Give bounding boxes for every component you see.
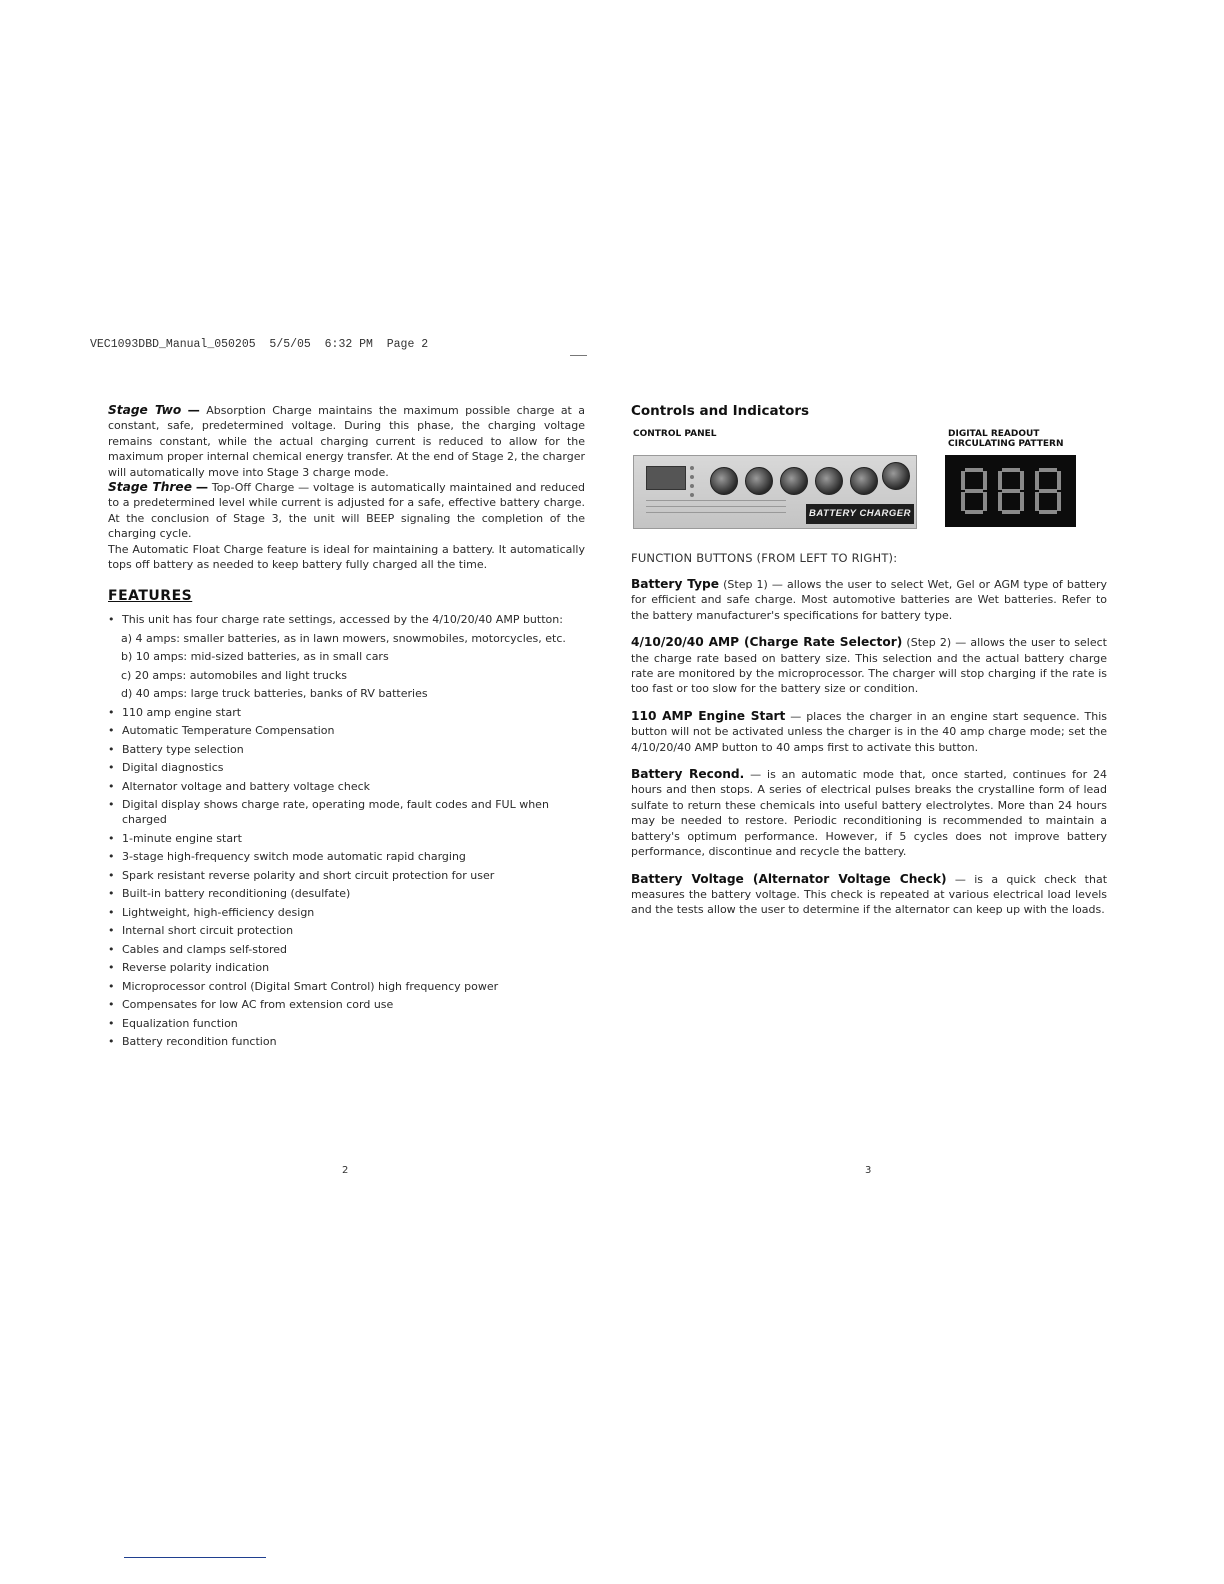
stage-three-text: Top-Off Charge — voltage is automatically maintained and reduced to a predetermined level while current is adjusted for a safe, effective battery charge. At the conclusion of Stage 3, the unit will BEEP signaling the completion of the charging cycle.: [108, 481, 586, 541]
list-item-text: Microprocessor control (Digital Smart Control) high frequency power: [122, 979, 499, 993]
battery-recond-paragraph: [631, 767, 1107, 859]
list-item: [108, 1034, 585, 1049]
item-step: (Step 2) —: [906, 636, 967, 650]
list-item: [108, 779, 585, 794]
list-item: [108, 797, 585, 827]
list-item-text: b) 10 amps: mid-sized batteries, as in small cars: [121, 650, 389, 664]
list-item-text: 1-minute engine start: [122, 831, 242, 845]
list-item: [108, 923, 585, 938]
list-item: [108, 960, 585, 975]
bullet: •: [108, 724, 115, 738]
control-panel-image: [633, 455, 917, 529]
panel-button-icon: [745, 467, 773, 495]
bullet: •: [108, 961, 115, 975]
list-item: [108, 649, 585, 664]
right-page: [631, 403, 1107, 930]
list-item-text: a) 4 amps: smaller batteries, as in lawn mowers, snowmobiles, motorcycles, etc.: [121, 631, 566, 645]
item-step: (Step 1) —: [723, 578, 783, 591]
readout-digit: [1035, 468, 1061, 514]
item-lead: 110 AMP Engine Start: [631, 708, 786, 723]
bullet: •: [108, 742, 115, 756]
list-item: [108, 868, 585, 883]
list-item-text: c) 20 amps: automobiles and light trucks: [121, 668, 348, 682]
charge-rate-paragraph: [631, 635, 1107, 697]
bullet: •: [108, 705, 115, 719]
stage-two-lead: Stage Two: [108, 403, 182, 417]
panel-brand-label: BATTERY CHARGER: [806, 504, 914, 524]
page-header: VEC1093DBD_Manual_050205 5/5/05 6:32 PM Page 2: [90, 338, 429, 351]
list-item: [108, 631, 585, 646]
engine-start-paragraph: [631, 709, 1107, 755]
list-item: [108, 723, 585, 738]
digital-readout-image: [945, 455, 1076, 527]
panel-figures: [631, 455, 1107, 535]
list-item: [108, 997, 585, 1012]
list-item-text: Internal short circuit protection: [122, 924, 294, 938]
list-item: [108, 686, 585, 701]
list-item-text: Digital display shows charge rate, operating mode, fault codes and FUL when charged: [122, 798, 549, 827]
item-text: is an automatic mode that, once started, continues for 24 hours and then stops. A series of electrical pulses breaks the crystalline form of lead sulfate to return these chemicals into useful battery electrolytes. More than 24 hours may be needed to restore. Periodic reconditioning is recommended to maintain a battery's optimum performance. However, if 5 cycles does not improve battery performance, discontinue and recycle the battery.: [631, 768, 1108, 859]
bullet: •: [108, 887, 115, 901]
page-number-right: 3: [865, 1165, 872, 1176]
list-item-text: Battery type selection: [122, 742, 244, 756]
bullet: •: [108, 779, 115, 793]
item-text: is a quick check that measures the battery voltage. This check is repeated at various electrical load levels and the tests allow the user to determine if the alternator can keep up with the loads.: [631, 872, 1108, 917]
item-lead: 4/10/20/40 AMP (Charge Rate Selector): [631, 635, 903, 650]
footer-rule: [124, 1557, 266, 1558]
bullet: •: [108, 1035, 115, 1049]
panel-button-icon: [815, 467, 843, 495]
bullet: •: [108, 798, 115, 812]
list-item-text: Battery recondition function: [122, 1035, 277, 1049]
left-page: [108, 403, 585, 1053]
list-item: [108, 979, 585, 994]
header-divider: [570, 355, 587, 356]
stage-three-paragraph: [108, 480, 585, 542]
panel-button-icon: [780, 467, 808, 495]
battery-voltage-paragraph: [631, 872, 1107, 918]
panel-labels: [631, 427, 1107, 455]
bullet: •: [108, 831, 115, 845]
stage-two-dash: —: [187, 403, 200, 417]
control-panel-label: CONTROL PANEL: [633, 429, 717, 439]
list-item-text: d) 40 amps: large truck batteries, banks of RV batteries: [121, 687, 428, 701]
features-heading: FEATURES: [108, 588, 193, 605]
bullet: •: [108, 613, 115, 627]
list-item: [108, 760, 585, 775]
list-item-text: 110 amp engine start: [122, 705, 242, 719]
list-item: [108, 742, 585, 757]
stage-two-text: Absorption Charge maintains the maximum possible charge at a constant, safe, predetermined voltage. During this phase, the charging voltage remains constant, while the actual charging current is reduced to allow for the maximum proper internal chemical energy transfer. At the end of Stage 2, the charger will automatically move into Stage 3 charge mode.: [108, 404, 586, 479]
list-item-text: Spark resistant reverse polarity and short circuit protection for user: [122, 868, 495, 882]
list-item-text: Lightweight, high-efficiency design: [122, 905, 315, 919]
bullet: •: [108, 924, 115, 938]
float-paragraph: The Automatic Float Charge feature is ideal for maintaining a battery. It automatically tops off battery as needed to keep battery fully charged all the time.: [108, 542, 585, 572]
item-lead: Battery Recond.: [631, 767, 745, 782]
list-item-text: Compensates for low AC from extension cord use: [122, 998, 394, 1012]
stage-two-paragraph: [108, 403, 585, 480]
readout-digit: [998, 468, 1024, 514]
item-text: allows the user to select Wet, Gel or AGM type of battery for efficient and safe charge. Most automotive batteries are Wet batteries. Refer to the battery manufacturer's specifications for battery type.: [631, 578, 1108, 622]
panel-button-icon: [850, 467, 878, 495]
panel-display: [646, 466, 686, 490]
list-item: [108, 905, 585, 920]
features-list: [108, 612, 585, 1049]
page-number-left: 2: [342, 1165, 349, 1176]
bullet: •: [108, 998, 115, 1012]
bullet: •: [108, 905, 115, 919]
item-step: —: [750, 768, 762, 782]
list-item-text: Digital diagnostics: [122, 761, 224, 775]
readout-label-line1: DIGITAL READOUT: [948, 429, 1040, 439]
panel-button-icon: [710, 467, 738, 495]
item-lead: Battery Type: [631, 577, 720, 591]
list-item: [108, 1016, 585, 1031]
readout-label-line2: CIRCULATING PATTERN: [948, 439, 1064, 449]
item-lead: Battery Voltage (Alternator Voltage Check): [631, 871, 947, 886]
list-item-text: 3-stage high-frequency switch mode automatic rapid charging: [122, 850, 466, 864]
list-item: [108, 942, 585, 957]
function-buttons-heading: FUNCTION BUTTONS (FROM LEFT TO RIGHT):: [631, 551, 898, 565]
item-text: places the charger in an engine start sequence. This button will not be activated unless the charger is in the 40 amp charge mode; set the 4/10/20/40 AMP button to 40 amps first to activate this button.: [631, 709, 1108, 754]
list-item: [108, 886, 585, 901]
panel-label-lines: [646, 500, 786, 518]
bullet: •: [108, 761, 115, 775]
bullet: •: [108, 942, 115, 956]
stage-three-dash: —: [195, 480, 209, 495]
list-item-text: Cables and clamps self-stored: [122, 942, 288, 956]
bullet: •: [108, 868, 115, 882]
readout-digit: [961, 468, 987, 514]
bullet: •: [108, 979, 115, 993]
list-item-text: Built-in battery reconditioning (desulfate): [122, 887, 351, 901]
list-item: [108, 831, 585, 846]
list-item-text: This unit has four charge rate settings, accessed by the 4/10/20/40 AMP button:: [122, 613, 563, 627]
list-item: [108, 849, 585, 864]
list-item-text: Equalization function: [122, 1016, 238, 1030]
item-step: —: [954, 872, 966, 886]
list-item: [108, 705, 585, 720]
bullet: •: [108, 1016, 115, 1030]
list-item-text: Automatic Temperature Compensation: [122, 724, 335, 738]
item-text: allows the user to select the charge rate based on battery size. This selection and the actual battery charge rate are monitored by the microprocessor. The charger will stop charging if the rate is too fast or too slow for the battery size or condition.: [631, 636, 1107, 696]
item-step: —: [790, 709, 802, 723]
list-item: [108, 668, 585, 683]
battery-type-paragraph: [631, 577, 1107, 623]
list-item-text: Reverse polarity indication: [122, 961, 270, 975]
bullet: •: [108, 850, 115, 864]
list-item-text: Alternator voltage and battery voltage check: [122, 779, 370, 793]
list-item: [108, 612, 585, 627]
controls-heading: Controls and Indicators: [631, 403, 810, 419]
panel-button-icon: [882, 462, 910, 490]
stage-three-lead: Stage Three: [108, 480, 192, 495]
